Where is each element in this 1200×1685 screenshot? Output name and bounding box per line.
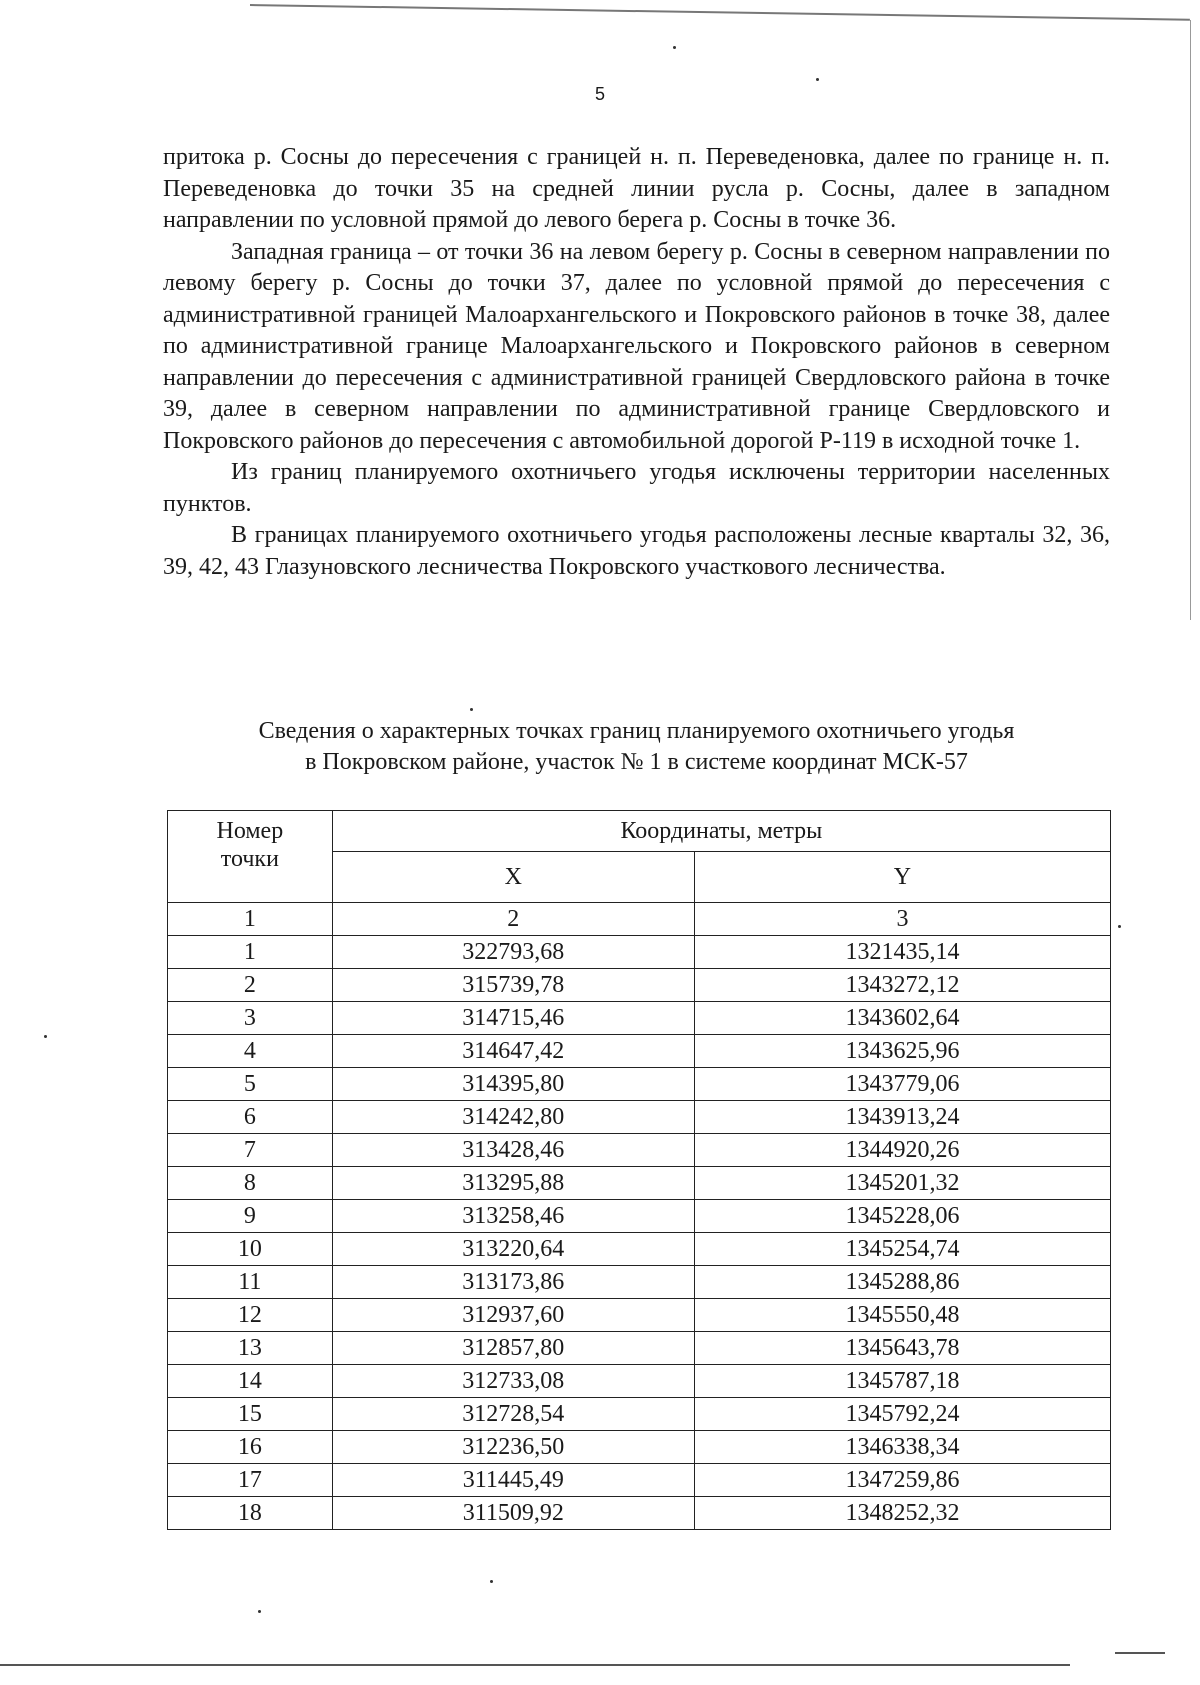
x-coordinate-cell: 312857,80 [332, 1332, 694, 1365]
y-coordinate-cell: 1343913,24 [694, 1101, 1110, 1134]
x-coordinate-cell: 312236,50 [332, 1431, 694, 1464]
table-row [168, 1497, 1111, 1530]
y-coordinate-cell: 1345787,18 [694, 1365, 1110, 1398]
table-row [168, 1365, 1111, 1398]
scan-speck [44, 1035, 47, 1038]
scan-edge-top [250, 4, 1190, 21]
y-coordinate-cell: 1345254,74 [694, 1233, 1110, 1266]
scan-speck [673, 46, 676, 49]
x-coordinate-cell: 314647,42 [332, 1035, 694, 1068]
x-coordinate-cell: 311445,49 [332, 1464, 694, 1497]
x-coordinate-cell: 311509,92 [332, 1497, 694, 1530]
y-coordinate-cell: 1345792,24 [694, 1398, 1110, 1431]
table-row [168, 1002, 1111, 1035]
point-number-cell: 15 [168, 1398, 333, 1431]
paragraph: В границах планируемого охотничьего угодья расположены лесные кварталы 32, 36, 39, 42, 43 Глазуновского лесничества Покровского участкового лесничества. [163, 522, 1110, 580]
y-coordinate-cell: 1348252,32 [694, 1497, 1110, 1530]
x-coordinate-cell: 312728,54 [332, 1398, 694, 1431]
caption-line: в Покровском районе, участок № 1 в системе координат МСК-57 [305, 749, 968, 775]
paragraph: Из границ планируемого охотничьего угодья исключены территории населенных пунктов. [163, 459, 1110, 517]
x-coordinate-cell: 314715,46 [332, 1002, 694, 1035]
x-coordinate-cell: 315739,78 [332, 969, 694, 1002]
y-coordinate-cell: 1346338,34 [694, 1431, 1110, 1464]
point-number-cell: 14 [168, 1365, 333, 1398]
table-caption [163, 716, 1110, 778]
header-coordinates: Координаты, метры [332, 811, 1110, 852]
point-number-cell: 7 [168, 1134, 333, 1167]
table-row [168, 936, 1111, 969]
table-body [168, 936, 1111, 1530]
table-row [168, 1398, 1111, 1431]
y-coordinate-cell: 1343779,06 [694, 1068, 1110, 1101]
y-coordinate-cell: 1321435,14 [694, 936, 1110, 969]
table-row [168, 1332, 1111, 1365]
y-coordinate-cell: 1343625,96 [694, 1035, 1110, 1068]
scan-speck [490, 1580, 493, 1583]
y-coordinate-cell: 1345228,06 [694, 1200, 1110, 1233]
point-number-cell: 9 [168, 1200, 333, 1233]
header-point-line: Номер [216, 818, 284, 844]
x-coordinate-cell: 314242,80 [332, 1101, 694, 1134]
point-number-cell: 12 [168, 1299, 333, 1332]
x-coordinate-cell: 312937,60 [332, 1299, 694, 1332]
x-coordinate-cell: 322793,68 [332, 936, 694, 969]
column-number: 1 [168, 903, 333, 936]
table-row [168, 1134, 1111, 1167]
x-coordinate-cell: 313173,86 [332, 1266, 694, 1299]
point-number-cell: 6 [168, 1101, 333, 1134]
paragraph: Западная граница – от точки 36 на левом берегу р. Сосны в северном направлении по левому берегу р. Сосны до точки 37, далее по условной прямой до пересечения с административной границей Малоархангельского и Покровского районов в точке 38, далее по административной границе Малоархангельского и Покровского районов в северном направлении до пересечения с административной границей Свердловского района в точке 39, далее в северном направлении по административной границе Свердловского и Покровского районов до пересечения с автомобильной дорогой Р-119 в исходной точке 1. [163, 238, 1110, 454]
table-row [168, 1068, 1111, 1101]
point-number-cell: 10 [168, 1233, 333, 1266]
column-number: 3 [694, 903, 1110, 936]
table-row [168, 1101, 1111, 1134]
point-number-cell: 3 [168, 1002, 333, 1035]
point-number-cell: 16 [168, 1431, 333, 1464]
scan-edge-right [1190, 20, 1191, 620]
point-number-cell: 2 [168, 969, 333, 1002]
point-number-cell: 11 [168, 1266, 333, 1299]
table-row [168, 969, 1111, 1002]
table-row [168, 1299, 1111, 1332]
y-coordinate-cell: 1343602,64 [694, 1002, 1110, 1035]
point-number-cell: 1 [168, 936, 333, 969]
scan-edge-bottom [0, 1664, 1070, 1666]
x-coordinate-cell: 314395,80 [332, 1068, 694, 1101]
header-y: Y [694, 852, 1110, 903]
x-coordinate-cell: 313295,88 [332, 1167, 694, 1200]
x-coordinate-cell: 313428,46 [332, 1134, 694, 1167]
point-number-cell: 17 [168, 1464, 333, 1497]
table-row [168, 1431, 1111, 1464]
x-coordinate-cell: 313220,64 [332, 1233, 694, 1266]
table-row [168, 1035, 1111, 1068]
scan-speck [470, 708, 473, 711]
point-number-cell: 13 [168, 1332, 333, 1365]
point-number-cell: 5 [168, 1068, 333, 1101]
table-row [168, 1464, 1111, 1497]
y-coordinate-cell: 1344920,26 [694, 1134, 1110, 1167]
header-point-number [168, 811, 333, 903]
body-text [163, 142, 1110, 583]
point-number-cell: 18 [168, 1497, 333, 1530]
coordinates-table [167, 810, 1111, 1530]
scan-speck [1118, 925, 1121, 928]
table-row [168, 1266, 1111, 1299]
y-coordinate-cell: 1343272,12 [694, 969, 1110, 1002]
y-coordinate-cell: 1345643,78 [694, 1332, 1110, 1365]
table-row [168, 1200, 1111, 1233]
table-row [168, 1233, 1111, 1266]
scan-speck [258, 1610, 261, 1613]
column-number: 2 [332, 903, 694, 936]
y-coordinate-cell: 1345550,48 [694, 1299, 1110, 1332]
point-number-cell: 8 [168, 1167, 333, 1200]
y-coordinate-cell: 1347259,86 [694, 1464, 1110, 1497]
y-coordinate-cell: 1345288,86 [694, 1266, 1110, 1299]
page-number: 5 [594, 84, 605, 104]
header-x: X [332, 852, 694, 903]
y-coordinate-cell: 1345201,32 [694, 1167, 1110, 1200]
x-coordinate-cell: 313258,46 [332, 1200, 694, 1233]
scan-edge-bottom-right [1115, 1652, 1165, 1654]
point-number-cell: 4 [168, 1035, 333, 1068]
header-point-line: точки [220, 846, 279, 872]
caption-line: Сведения о характерных точках границ планируемого охотничьего угодья [258, 718, 1015, 744]
scan-speck [816, 78, 819, 81]
table-row [168, 1167, 1111, 1200]
x-coordinate-cell: 312733,08 [332, 1365, 694, 1398]
paragraph: притока р. Сосны до пересечения с границей н. п. Переведеновка, далее по границе н. п. Переведеновка до точки 35 на средней линии русла р. Сосны, далее в западном направлении по условной прямой до левого берега р. Сосны в точке 36. [163, 144, 1110, 233]
